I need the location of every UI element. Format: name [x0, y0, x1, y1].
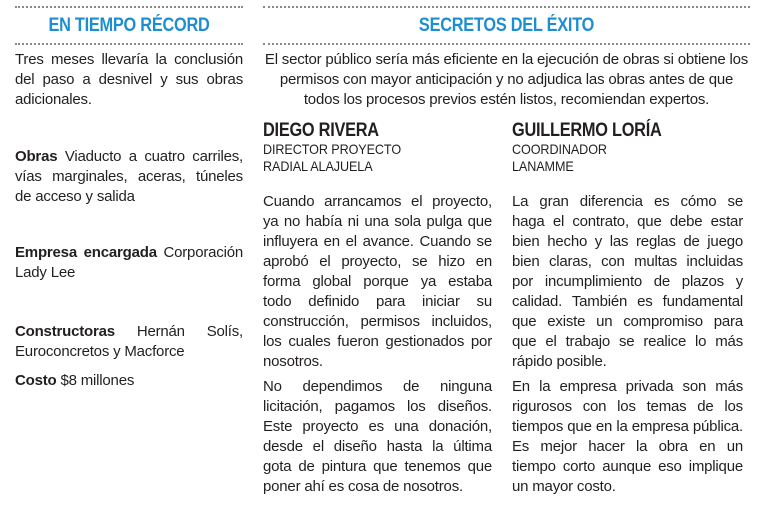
fact-value: Viaducto a cuatro carriles, vías marginales, aceras, túneles de acceso y salida — [15, 148, 243, 205]
fact-obras — [15, 147, 243, 207]
expert-paragraph: Cuando arrancamos el proyecto, ya no había ni una sola pulga que influyera en el avance. Cuando se aprobó el proyecto, se hizo en forma global porque ya estaba todo definido para iniciar su construcción, permisos incluidos, los cuales fueron gestionados por nosotros. — [263, 193, 492, 370]
right-intro: El sector público sería más eficiente en la ejecución de obras si obtiene los permisos con mayor anticipación y no adjudica las obras antes de que todos los procesos previos estén listos, recomiendan expertos. — [264, 51, 749, 108]
expert-name: GUILLERMO LORÍA — [512, 120, 662, 141]
left-header-divider — [15, 43, 243, 45]
left-intro: Tres meses llevaría la conclusión del paso a desnivel y sus obras adicionales. — [15, 51, 243, 108]
fact-label: Constructoras — [15, 323, 115, 340]
left-top-divider — [15, 6, 243, 8]
expert-role-line1: DIRECTOR PROYECTO — [263, 141, 402, 157]
fact-label: Costo — [15, 372, 57, 389]
expert-paragraph: No dependimos de ninguna licitación, pagamos los diseños. Este proyecto es una donación, desde el diseño hasta la última gota de pintura que tenemos que poner ahí es cosa de nosotros. — [263, 378, 492, 495]
fact-empresa — [15, 243, 243, 283]
expert-role-line2: LANAMME — [512, 158, 574, 174]
left-header: EN TIEMPO RÉCORD — [48, 15, 210, 36]
expert-role-line1: COORDINADOR — [512, 141, 607, 157]
expert-paragraph: La gran diferencia es cómo se haga el contrato, que debe estar bien hecho y las reglas de juego bien claras, con multas incluidas por incumplimiento de plazos y calidad. También es fundamental que existe un compromiso para que el trabajo se realice lo más rápido posible. — [512, 193, 743, 370]
fact-value: Hernán Solís, Euroconcretos y Macforce — [15, 323, 244, 360]
right-header-divider — [263, 43, 750, 45]
fact-value: Corporación Lady Lee — [15, 244, 243, 281]
fact-costo — [15, 371, 243, 391]
right-header: SECRETOS DEL ÉXITO — [418, 15, 595, 36]
expert-paragraph: En la empresa privada son más rigurosos con los temas de los tiempos que en la empresa pública. Es mejor hacer la obra en un tiempo corto aunque eso implique un mayor costo. — [512, 378, 743, 495]
fact-value: $8 millones — [60, 372, 135, 389]
expert-role-line2: RADIAL ALAJUELA — [263, 158, 373, 174]
expert-name: DIEGO RIVERA — [263, 120, 379, 141]
right-top-divider — [263, 6, 750, 8]
fact-constructoras — [15, 322, 243, 362]
fact-label: Empresa encargada — [15, 244, 157, 261]
fact-label: Obras — [15, 148, 58, 165]
